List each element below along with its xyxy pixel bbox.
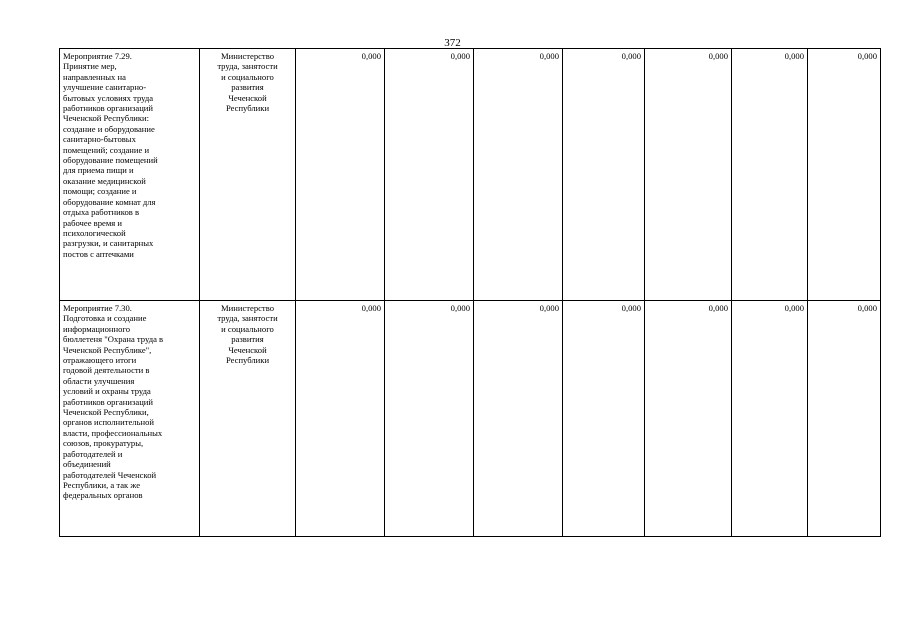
page-number: 372 (444, 37, 461, 49)
measure-description: Мероприятие 7.29. Принятие мер, направленных на улучшение санитарно- бытовых условиях труда работников организаций Чеченской Республики: создание и оборудование санитарно-бытовых помещений; создание и оборудование помещений для приема пищи и оказание медицинской помощи; создание и оборудование комнат для отдыха работников в рабочее время и психологической разгрузки, и санитарных постов с аптечками (60, 49, 200, 301)
value-cell: 0,000 (474, 49, 563, 301)
value-cell: 0,000 (732, 301, 808, 537)
value-cell: 0,000 (474, 301, 563, 537)
value-cell: 0,000 (296, 301, 385, 537)
value-cell: 0,000 (563, 301, 645, 537)
value-cell: 0,000 (296, 49, 385, 301)
value-cell: 0,000 (732, 49, 808, 301)
value-cell: 0,000 (808, 301, 881, 537)
measure-description: Мероприятие 7.30. Подготовка и создание информационного бюллетеня "Охрана труда в Чеченской Республике", отражающего итоги годовой деятельности в области улучшения условий и охраны труда работников организаций Чеченской Республики, органов исполнительной власти, профессиональных союзов, прокуратуры, работодателей и объединений работодателей Чеченской Республики, а так же федеральных органов (60, 301, 200, 537)
table-row (60, 49, 881, 301)
value-cell: 0,000 (385, 49, 474, 301)
value-cell: 0,000 (808, 49, 881, 301)
value-cell: 0,000 (385, 301, 474, 537)
value-cell: 0,000 (563, 49, 645, 301)
responsible-executor: Министерство труда, занятости и социального развития Чеченской Республики (200, 49, 296, 301)
value-cell: 0,000 (645, 49, 732, 301)
program-table (59, 48, 881, 537)
responsible-executor: Министерство труда, занятости и социального развития Чеченской Республики (200, 301, 296, 537)
value-cell: 0,000 (645, 301, 732, 537)
table-row (60, 301, 881, 537)
